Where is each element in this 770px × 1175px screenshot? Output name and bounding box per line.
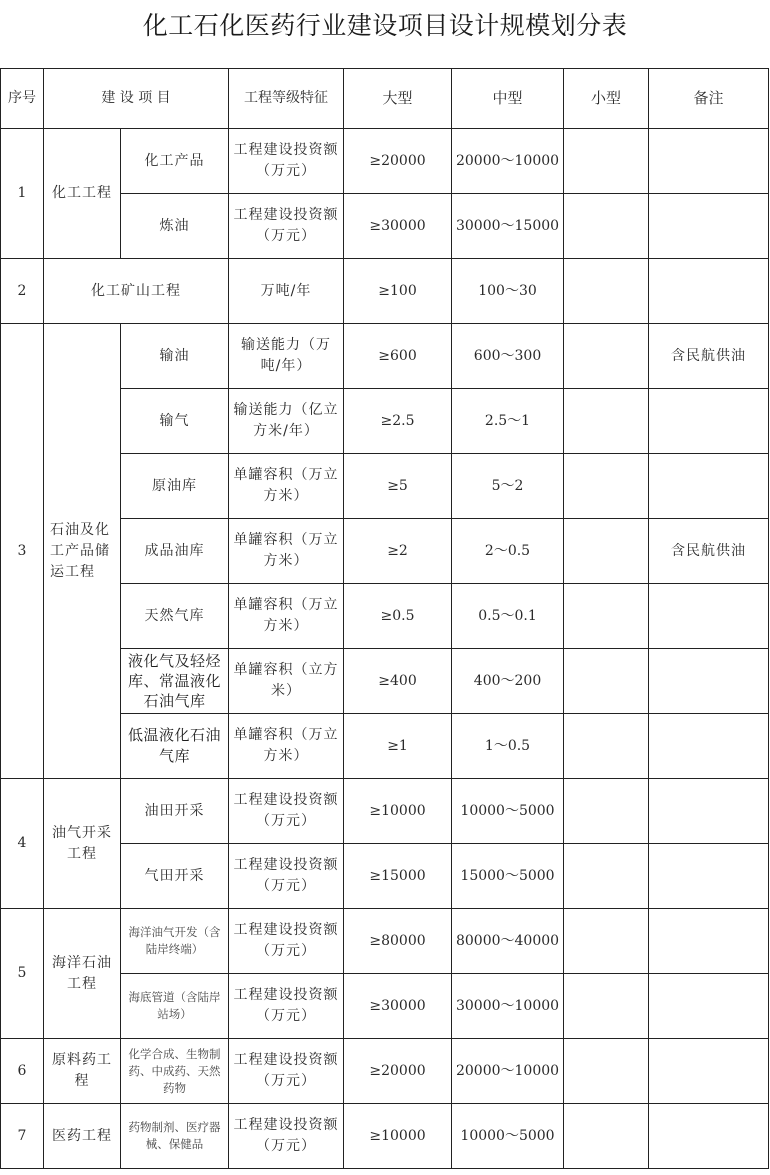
feature-cell: 单罐容积（立方米） [229,649,344,714]
large-cell: ≥5 [344,454,452,519]
large-cell: ≥20000 [344,129,452,194]
feature-cell: 单罐容积（万立方米） [229,584,344,649]
note-cell [649,779,769,844]
large-cell: ≥0.5 [344,584,452,649]
large-cell: ≥1 [344,714,452,779]
design-scale-table [0,68,769,1169]
note-cell [649,714,769,779]
item-name: 炼油 [121,194,229,259]
small-cell [564,1039,649,1104]
large-cell: ≥30000 [344,974,452,1039]
feature-cell: 工程建设投资额（万元） [229,779,344,844]
table-row [1,259,769,324]
seq-cell: 3 [1,324,44,779]
note-cell [649,649,769,714]
small-cell [564,1104,649,1169]
item-name: 化学合成、生物制药、中成药、天然药物 [121,1039,229,1104]
table-row [1,1039,769,1104]
item-name: 气田开采 [121,844,229,909]
seq-cell: 1 [1,129,44,259]
note-cell [649,259,769,324]
item-name: 化工产品 [121,129,229,194]
seq-cell: 2 [1,259,44,324]
header-medium: 中型 [452,69,564,129]
seq-cell: 4 [1,779,44,909]
seq-cell: 6 [1,1039,44,1104]
large-cell: ≥100 [344,259,452,324]
header-large: 大型 [344,69,452,129]
large-cell: ≥10000 [344,1104,452,1169]
item-name: 天然气库 [121,584,229,649]
feature-cell: 工程建设投资额（万元） [229,1039,344,1104]
feature-cell: 单罐容积（万立方米） [229,714,344,779]
header-small: 小型 [564,69,649,129]
medium-cell: 20000～10000 [452,1039,564,1104]
small-cell [564,909,649,974]
note-cell [649,844,769,909]
medium-cell: 30000～10000 [452,974,564,1039]
table-row [1,1104,769,1169]
category-cell: 化工矿山工程 [44,259,229,324]
feature-cell: 工程建设投资额（万元） [229,129,344,194]
small-cell [564,194,649,259]
medium-cell: 20000～10000 [452,129,564,194]
item-name: 输气 [121,389,229,454]
medium-cell: 80000～40000 [452,909,564,974]
note-cell [649,194,769,259]
large-cell: ≥30000 [344,194,452,259]
item-name: 低温液化石油气库 [121,714,229,779]
feature-cell: 万吨/年 [229,259,344,324]
small-cell [564,714,649,779]
item-name: 输油 [121,324,229,389]
medium-cell: 0.5～0.1 [452,584,564,649]
table-row [1,324,769,389]
note-cell [649,389,769,454]
small-cell [564,649,649,714]
small-cell [564,584,649,649]
large-cell: ≥20000 [344,1039,452,1104]
medium-cell: 100～30 [452,259,564,324]
small-cell [564,454,649,519]
header-note: 备注 [649,69,769,129]
small-cell [564,519,649,584]
large-cell: ≥2.5 [344,389,452,454]
category-cell: 医药工程 [44,1104,121,1169]
small-cell [564,129,649,194]
medium-cell: 10000～5000 [452,1104,564,1169]
large-cell: ≥15000 [344,844,452,909]
large-cell: ≥80000 [344,909,452,974]
feature-cell: 单罐容积（万立方米） [229,519,344,584]
header-project: 建 设 项 目 [44,69,229,129]
note-cell [649,129,769,194]
category-cell: 石油及化工产品储运工程 [44,324,121,779]
small-cell [564,324,649,389]
item-name: 油田开采 [121,779,229,844]
page-title: 化工石化医药行业建设项目设计规模划分表 [142,11,628,40]
feature-cell: 工程建设投资额（万元） [229,844,344,909]
feature-cell: 输送能力（万吨/年） [229,324,344,389]
medium-cell: 5～2 [452,454,564,519]
small-cell [564,389,649,454]
large-cell: ≥400 [344,649,452,714]
note-cell [649,1039,769,1104]
medium-cell: 2.5～1 [452,389,564,454]
item-name: 海洋油气开发（含陆岸终端） [121,909,229,974]
category-cell: 原料药工程 [44,1039,121,1104]
item-name: 海底管道（含陆岸站场） [121,974,229,1039]
item-name: 液化气及轻烃库、常温液化石油气库 [121,649,229,714]
large-cell: ≥2 [344,519,452,584]
note-cell: 含民航供油 [649,519,769,584]
small-cell [564,974,649,1039]
large-cell: ≥10000 [344,779,452,844]
header-seq: 序号 [1,69,44,129]
feature-cell: 工程建设投资额（万元） [229,909,344,974]
medium-cell: 1～0.5 [452,714,564,779]
seq-cell: 5 [1,909,44,1039]
note-cell [649,584,769,649]
medium-cell: 400～200 [452,649,564,714]
feature-cell: 工程建设投资额（万元） [229,974,344,1039]
small-cell [564,844,649,909]
note-cell: 含民航供油 [649,324,769,389]
header-feature: 工程等级特征 [229,69,344,129]
table-row [1,909,769,974]
category-cell: 油气开采工程 [44,779,121,909]
medium-cell: 10000～5000 [452,779,564,844]
medium-cell: 30000～15000 [452,194,564,259]
feature-cell: 工程建设投资额（万元） [229,1104,344,1169]
seq-cell: 7 [1,1104,44,1169]
note-cell [649,454,769,519]
feature-cell: 输送能力（亿立方米/年） [229,389,344,454]
medium-cell: 2～0.5 [452,519,564,584]
note-cell [649,909,769,974]
note-cell [649,1104,769,1169]
small-cell [564,779,649,844]
medium-cell: 600～300 [452,324,564,389]
item-name: 药物制剂、医疗器械、保健品 [121,1104,229,1169]
medium-cell: 15000～5000 [452,844,564,909]
item-name: 成品油库 [121,519,229,584]
table-row [1,129,769,194]
note-cell [649,974,769,1039]
large-cell: ≥600 [344,324,452,389]
small-cell [564,259,649,324]
header-row [1,69,769,129]
table-row [1,779,769,844]
feature-cell: 工程建设投资额（万元） [229,194,344,259]
feature-cell: 单罐容积（万立方米） [229,454,344,519]
category-cell: 化工工程 [44,129,121,259]
item-name: 原油库 [121,454,229,519]
category-cell: 海洋石油工程 [44,909,121,1039]
